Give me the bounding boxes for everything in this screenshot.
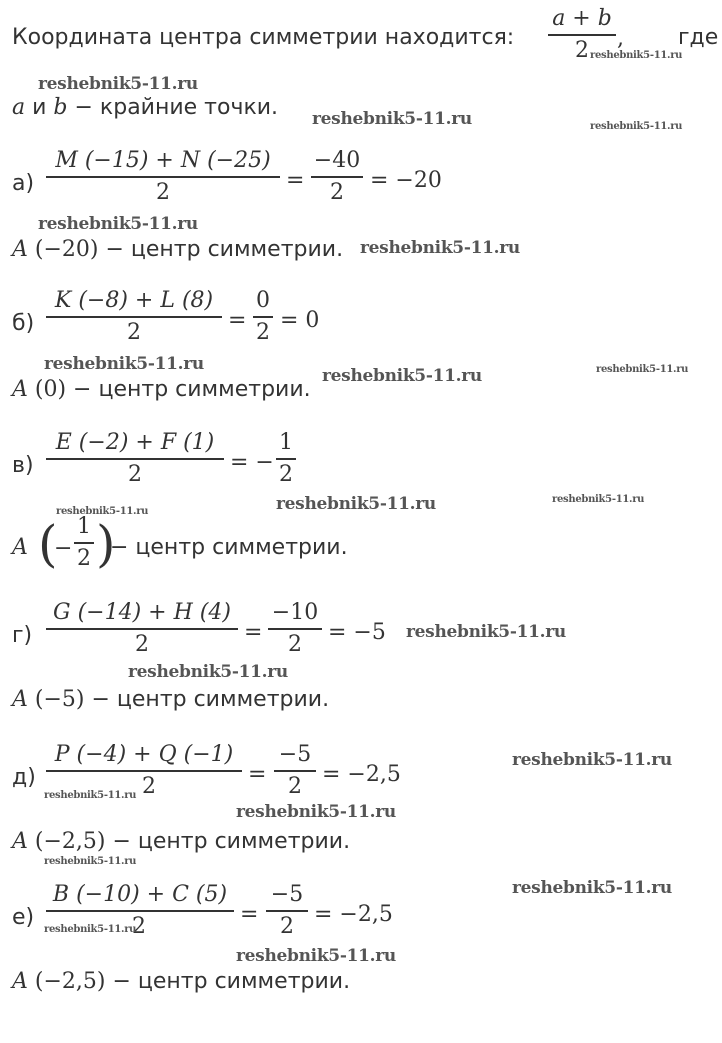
result-text: − центр симметрии. <box>84 687 330 712</box>
item-e-numerator: B (−10) + C (5) <box>52 882 228 907</box>
item-label-e: е) <box>12 905 35 930</box>
result-text: − центр симметрии. <box>98 237 344 262</box>
point-value: (−2,5) <box>34 829 106 854</box>
item-g-numerator2: −10 <box>271 600 319 625</box>
item-d-numerator2: −5 <box>278 742 312 767</box>
point-value: (−2,5) <box>34 969 106 994</box>
watermark: reshebnik5-11.ru <box>44 790 137 801</box>
point-name: A <box>12 969 28 994</box>
item-b-result <box>12 376 311 404</box>
item-v-result-numerator: 1 <box>77 514 91 539</box>
intro-after: где <box>678 25 719 50</box>
watermark: reshebnik5-11.ru <box>236 802 396 822</box>
point-name: A <box>12 237 28 262</box>
point-value: (0) <box>34 377 67 402</box>
point-value: (−5) <box>34 687 85 712</box>
intro-formula-denominator: 2 <box>575 37 589 63</box>
item-b-result-eq: = 0 <box>280 308 320 333</box>
item-g-denominator2: 2 <box>288 631 302 657</box>
item-e-denominator2: 2 <box>280 913 294 939</box>
item-g-fraction <box>46 598 238 660</box>
item-g-numerator: G (−14) + H (4) <box>53 600 231 625</box>
item-a-denominator: 2 <box>156 179 170 205</box>
item-v-result-fraction <box>74 512 94 574</box>
item-e-eq1: = <box>240 902 259 927</box>
point-value: (−20) <box>34 237 99 262</box>
item-d-denominator: 2 <box>142 773 156 799</box>
item-v-result-denominator: 2 <box>77 545 91 571</box>
point-name: A <box>12 377 28 402</box>
item-g-eq1: = <box>244 620 263 645</box>
item-a-result-eq: = −20 <box>370 168 442 193</box>
item-v-result-point <box>12 534 28 562</box>
watermark: reshebnik5-11.ru <box>406 622 566 642</box>
result-text: − центр симметрии. <box>66 377 311 402</box>
left-paren: ( <box>38 515 58 573</box>
item-g-result-eq: = −5 <box>328 620 386 645</box>
watermark: reshebnik5-11.ru <box>44 354 204 374</box>
watermark: reshebnik5-11.ru <box>38 74 198 94</box>
intro-formula-numerator: a + b <box>552 6 612 31</box>
watermark: reshebnik5-11.ru <box>56 506 149 517</box>
item-b-numerator: K (−8) + L (8) <box>54 288 214 313</box>
intro-text: Координата центра симметрии находится: <box>12 25 515 50</box>
item-g-fraction2 <box>268 598 322 660</box>
item-a-eq1: = <box>286 168 305 193</box>
watermark: reshebnik5-11.ru <box>44 856 137 867</box>
point-name: A <box>12 687 28 712</box>
item-b-numerator2: 0 <box>256 288 270 313</box>
watermark: reshebnik5-11.ru <box>38 214 198 234</box>
item-b-denominator: 2 <box>127 319 141 345</box>
item-v-numerator2: 1 <box>279 430 293 455</box>
item-label-a: а) <box>12 171 35 196</box>
item-d-numerator: P (−4) + Q (−1) <box>54 742 234 767</box>
watermark: reshebnik5-11.ru <box>512 750 672 770</box>
item-e-denominator: 2 <box>132 913 146 939</box>
item-v-result-text: − центр симметрии. <box>110 535 348 560</box>
item-v-result-minus: − <box>54 536 73 561</box>
watermark: reshebnik5-11.ru <box>552 494 645 505</box>
right-paren: ) <box>96 515 116 573</box>
watermark: reshebnik5-11.ru <box>276 494 436 514</box>
item-v-denominator: 2 <box>128 461 142 487</box>
item-e-fraction2 <box>266 880 308 942</box>
item-e-result <box>12 968 350 996</box>
item-v-numerator: E (−2) + F (1) <box>55 430 215 455</box>
item-e-result-eq: = −2,5 <box>314 902 393 927</box>
item-a-fraction2 <box>311 146 363 208</box>
watermark: reshebnik5-11.ru <box>236 946 396 966</box>
item-b-denominator2: 2 <box>256 319 270 345</box>
watermark: reshebnik5-11.ru <box>312 109 472 129</box>
watermark: reshebnik5-11.ru <box>360 238 520 258</box>
item-b-fraction2 <box>253 286 273 348</box>
result-text: − центр симметрии. <box>105 969 351 994</box>
item-v-fraction <box>46 428 224 490</box>
item-d-result <box>12 828 350 856</box>
watermark: reshebnik5-11.ru <box>322 366 482 386</box>
point-name: A <box>12 535 28 560</box>
watermark: reshebnik5-11.ru <box>512 878 672 898</box>
intro-and: и <box>25 95 54 120</box>
item-a-denominator2: 2 <box>330 179 344 205</box>
item-d-fraction2 <box>274 740 316 802</box>
item-label-d: д) <box>12 765 36 790</box>
item-label-v: в) <box>12 453 34 478</box>
result-text: − центр симметрии. <box>105 829 351 854</box>
item-d-eq1: = <box>248 762 267 787</box>
var-a: a <box>12 95 26 120</box>
item-d-denominator2: 2 <box>288 773 302 799</box>
item-d-result-eq: = −2,5 <box>322 762 401 787</box>
item-g-result <box>12 686 329 714</box>
item-a-numerator2: −40 <box>313 148 361 173</box>
item-a-numerator: M (−15) + N (−25) <box>55 148 271 173</box>
watermark: reshebnik5-11.ru <box>596 364 689 375</box>
item-a-fraction <box>46 146 280 208</box>
item-b-eq1: = <box>228 308 247 333</box>
item-a-result <box>12 236 343 264</box>
watermark: reshebnik5-11.ru <box>128 662 288 682</box>
item-e-numerator2: −5 <box>270 882 304 907</box>
var-b: b <box>53 95 68 120</box>
watermark: reshebnik5-11.ru <box>590 50 683 61</box>
item-label-b: б) <box>12 311 35 336</box>
point-name: A <box>12 829 28 854</box>
item-v-denominator2: 2 <box>279 461 293 487</box>
watermark: reshebnik5-11.ru <box>44 924 137 935</box>
intro-comma: , <box>617 26 624 51</box>
intro-line2 <box>12 94 278 122</box>
watermark: reshebnik5-11.ru <box>590 121 683 132</box>
item-g-denominator: 2 <box>135 631 149 657</box>
item-b-fraction <box>46 286 222 348</box>
item-v-fraction2 <box>276 428 296 490</box>
item-v-eq1: = − <box>230 450 274 475</box>
intro-line2-rest: − крайние точки. <box>67 95 279 120</box>
item-label-g: г) <box>12 623 33 648</box>
